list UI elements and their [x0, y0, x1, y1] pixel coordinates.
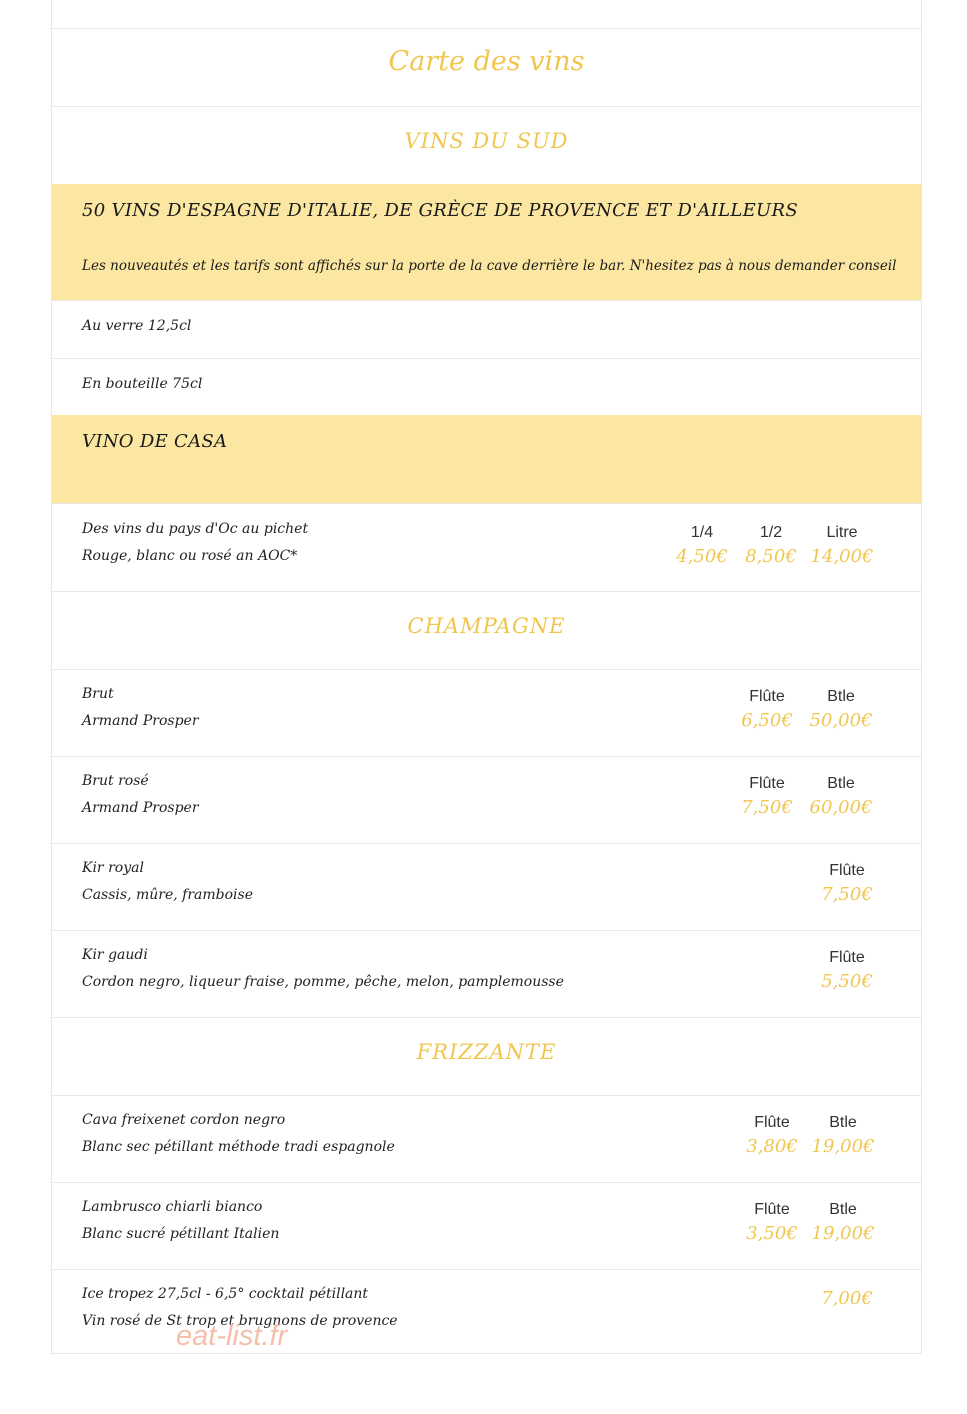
item-name: Kir gaudi — [82, 947, 148, 963]
price-col-value: 19,00€ — [811, 1223, 875, 1244]
item-desc: Cordon negro, liqueur fraise, pomme, pêche, melon, pamplemousse — [82, 974, 564, 990]
watermark: eat-list.fr — [176, 1320, 288, 1352]
price-col-label: 1/2 — [759, 524, 783, 541]
item-desc: Blanc sec pétillant méthode tradi espagnole — [82, 1139, 395, 1155]
price-col — [807, 949, 887, 992]
price-col-value: 3,80€ — [746, 1136, 798, 1157]
price-col — [803, 1201, 883, 1244]
row-en-bouteille — [52, 358, 921, 415]
section-frizzante-row — [52, 1017, 921, 1095]
wine-menu — [51, 0, 922, 1354]
price-col-value: 3,50€ — [746, 1223, 798, 1244]
menu-item — [52, 1182, 921, 1269]
price-col — [801, 688, 881, 731]
item-name: Lambrusco chiarli bianco — [82, 1199, 263, 1215]
au-verre-label: Au verre 12,5cl — [82, 318, 192, 334]
item-name: Ice tropez 27,5cl - 6,5° cocktail pétillant — [82, 1286, 369, 1302]
banner-50-vins-subtitle: Les nouveautés et les tarifs sont affichés sur la porte de la cave derrière le bar. N'hesitez pas à nous demander conseil — [82, 258, 897, 274]
price-col-label: Flûte — [829, 949, 865, 966]
price-col — [801, 775, 881, 818]
item-desc: Armand Prosper — [82, 713, 199, 729]
item-desc: Blanc sucré pétillant Italien — [82, 1226, 280, 1242]
price-col-value: 4,50€ — [676, 546, 728, 567]
banner-50-vins-title: 50 VINS D'ESPAGNE D'ITALIE, DE GRÈCE DE PROVENCE ET D'AILLEURS — [82, 200, 798, 221]
row-pichet — [52, 503, 921, 591]
menu-item — [52, 930, 921, 1017]
en-bouteille-label: En bouteille 75cl — [82, 376, 203, 392]
price-col-label: Btle — [829, 1114, 857, 1131]
item-desc: Armand Prosper — [82, 800, 199, 816]
price-col-label: 1/4 — [690, 524, 714, 541]
price-col-value: 19,00€ — [811, 1136, 875, 1157]
price-col-value: 7,50€ — [741, 797, 793, 818]
price-col-value: 50,00€ — [809, 710, 873, 731]
banner-vino-de-casa — [52, 415, 921, 503]
price-col — [807, 1284, 887, 1309]
price-col-value: 8,50€ — [745, 546, 797, 567]
section-title-sud: VINS DU SUD — [404, 129, 569, 153]
price-col — [807, 862, 887, 905]
menu-item — [52, 756, 921, 843]
price-col-label: Flûte — [754, 1114, 790, 1131]
row-au-verre — [52, 300, 921, 358]
banner-vino-de-casa-title: VINO DE CASA — [82, 431, 228, 452]
section-champagne-row — [52, 591, 921, 669]
menu-item — [52, 843, 921, 930]
price-col-label: Btle — [827, 775, 855, 792]
menu-item — [52, 1095, 921, 1182]
price-col — [732, 1114, 812, 1157]
price-col — [662, 524, 742, 567]
price-col — [732, 1201, 812, 1244]
item-name: Brut — [82, 686, 114, 702]
price-col-label: Flûte — [754, 1201, 790, 1218]
page-title: Carte des vins — [388, 46, 585, 77]
section-title-champagne: CHAMPAGNE — [407, 614, 566, 638]
price-col-value: 5,50€ — [821, 971, 873, 992]
price-col — [727, 775, 807, 818]
price-col-value: 14,00€ — [810, 546, 874, 567]
item-desc: Cassis, mûre, framboise — [82, 887, 253, 903]
price-col — [731, 524, 811, 567]
banner-50-vins — [52, 184, 921, 300]
price-col-label: Flûte — [829, 862, 865, 879]
price-col-value: 6,50€ — [741, 710, 793, 731]
item-name: Brut rosé — [82, 773, 149, 789]
price-col — [803, 1114, 883, 1157]
item-desc: Vin rosé de St trop et brugnons de provence — [82, 1313, 398, 1329]
price-col — [727, 688, 807, 731]
title-row — [52, 28, 921, 106]
price-col — [802, 524, 882, 567]
item-name: Cava freixenet cordon negro — [82, 1112, 286, 1128]
section-title-frizzante: FRIZZANTE — [416, 1040, 557, 1064]
price-col-label: Litre — [826, 524, 858, 541]
price-col-value: 7,00€ — [821, 1288, 873, 1309]
pichet-line2: Rouge, blanc ou rosé an AOC* — [82, 548, 298, 564]
price-col-label: Btle — [827, 688, 855, 705]
price-col-value: 7,50€ — [821, 884, 873, 905]
item-name: Kir royal — [82, 860, 144, 876]
price-col-label: Flûte — [749, 688, 785, 705]
section-sud-row — [52, 106, 921, 184]
price-col-value: 60,00€ — [809, 797, 873, 818]
price-col-label: Btle — [829, 1201, 857, 1218]
price-col-label: Flûte — [749, 775, 785, 792]
menu-item — [52, 669, 921, 756]
pichet-line1: Des vins du pays d'Oc au pichet — [82, 521, 309, 537]
